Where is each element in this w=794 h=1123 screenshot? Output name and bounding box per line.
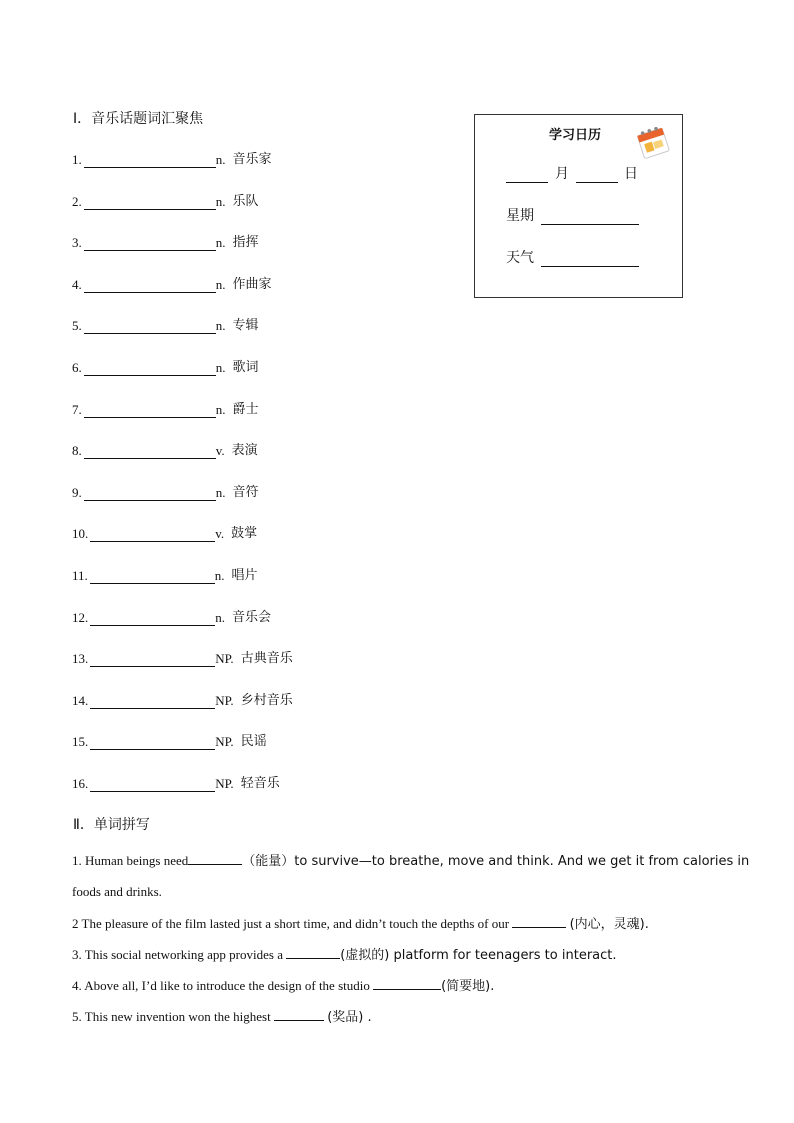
vocab-item [72,190,259,210]
vocab-number: 10. [72,526,89,542]
vocab-meaning: 唱片 [231,568,258,583]
vocab-number: 15. [72,734,89,750]
vocab-item [72,647,293,667]
vocab-item [72,522,257,542]
month-label: 月 [555,166,569,182]
vocab-number: 16. [72,776,89,791]
vocab-item [72,481,259,501]
vocab-number: 12. [72,609,89,625]
sentence-4-blank[interactable] [373,977,441,990]
vocab-answer-blank[interactable] [84,236,216,251]
vocab-item [72,689,293,709]
vocab-item [72,398,259,418]
vocab-number: 11. [72,568,88,583]
vocab-item [72,273,272,293]
vocab-number: 14. [72,692,89,708]
vocab-number: 2. [72,193,82,209]
sentence-3: 3. This social networking app provides a (虚拟的) platform for teenagers to interact. [72,947,617,963]
vocab-meaning: 指挥 [232,235,259,251]
calendar-title: 学习日历 [549,128,602,143]
vocab-meaning: 音符 [232,484,259,500]
vocab-part-of-speech: n. [215,193,226,209]
vocab-answer-blank[interactable] [90,735,215,750]
vocab-item [72,148,272,168]
vocab-answer-blank[interactable] [90,694,215,709]
sentence-4: 4. Above all, I’d like to introduce the design of the studio (简要地). [72,978,495,994]
vocab-item [72,356,259,376]
vocab-meaning: 专辑 [232,318,259,334]
vocab-meaning: 乐队 [232,193,259,209]
vocab-item [72,564,258,584]
vocab-number: 9. [72,484,82,500]
vocab-item [72,606,271,626]
vocab-meaning: 音乐家 [232,152,272,167]
study-calendar [474,114,683,298]
vocab-answer-blank[interactable] [84,361,216,376]
sentence-1-blank[interactable] [188,852,242,865]
weather-label: 天气 [506,250,534,266]
weekday-blank[interactable] [541,210,639,225]
vocab-item [72,772,280,792]
vocab-meaning: 民谣 [240,734,267,750]
vocab-part-of-speech: n. [215,484,226,500]
vocab-number: 13. [72,651,89,667]
vocab-part-of-speech: n. [215,609,225,625]
weekday-label: 星期 [506,208,534,224]
vocab-answer-blank[interactable] [84,319,216,334]
vocab-number: 3. [72,235,82,251]
weather-blank[interactable] [541,252,639,267]
sentence-5-blank[interactable] [274,1008,324,1021]
vocab-part-of-speech: v. [215,526,225,542]
vocab-part-of-speech: NP. [215,776,234,791]
vocab-answer-blank[interactable] [90,611,215,626]
month-blank[interactable] [506,168,548,183]
vocab-item [72,730,267,750]
vocab-part-of-speech: NP. [215,651,234,667]
vocab-part-of-speech: n. [215,401,226,417]
vocab-part-of-speech: n. [215,276,226,292]
day-blank[interactable] [576,168,618,183]
vocab-part-of-speech: n. [215,235,226,251]
sentence-5: 5. This new invention won the highest (奖品) . [72,1009,372,1025]
vocab-answer-blank[interactable] [90,527,215,542]
vocab-number: 4. [72,276,82,292]
calendar-date-line [506,163,638,183]
vocab-answer-blank[interactable] [84,195,216,210]
section1-title: Ⅰ．音乐话题词汇聚焦 [73,111,204,127]
vocab-part-of-speech: n. [215,318,226,334]
vocab-number: 5. [72,318,82,334]
vocab-meaning: 古典音乐 [240,651,293,667]
vocab-part-of-speech: n. [214,568,225,583]
vocab-meaning: 作曲家 [232,276,272,292]
vocab-answer-blank[interactable] [84,486,216,501]
vocab-part-of-speech: v. [215,443,225,459]
vocab-meaning: 音乐会 [232,609,272,625]
vocab-answer-blank[interactable] [84,444,216,459]
sentence-2: 2 The pleasure of the film lasted just a short time, and didn’t touch the depths of our (内心，灵魂). [72,916,649,932]
vocab-meaning: 鼓掌 [231,526,258,542]
vocab-answer-blank[interactable] [84,153,216,168]
vocab-meaning: 表演 [231,443,258,459]
vocab-meaning: 轻音乐 [240,776,280,791]
calendar-icon [633,121,675,163]
sentence-3-blank[interactable] [286,946,340,959]
vocab-item [72,439,258,459]
sentence-1-line-2: foods and drinks. [72,884,162,899]
section2-title: Ⅱ．单词拼写 [73,817,150,833]
sentence-1-line-1: 1. Human beings need （能量）to survive—to breathe, move and think. And we get it from calories in [72,853,750,869]
vocab-item [72,314,259,334]
vocab-answer-blank[interactable] [84,403,216,418]
vocab-answer-blank[interactable] [90,652,215,667]
vocab-meaning: 乡村音乐 [240,692,293,708]
vocab-answer-blank[interactable] [90,777,215,792]
vocab-meaning: 歌词 [232,360,259,375]
sentence-2-blank[interactable] [512,915,566,928]
vocab-part-of-speech: NP. [215,734,234,750]
vocab-part-of-speech: NP. [215,692,234,708]
calendar-weekday-line [506,205,639,225]
calendar-weather-line [506,247,639,267]
vocab-part-of-speech: n. [215,152,226,167]
vocab-part-of-speech: n. [215,360,226,375]
vocab-number: 6. [72,360,82,375]
vocab-item [72,231,259,251]
day-label: 日 [624,166,638,182]
vocab-meaning: 爵士 [232,401,259,417]
vocab-answer-blank[interactable] [90,569,215,584]
vocab-number: 7. [72,401,82,417]
vocab-answer-blank[interactable] [84,278,216,293]
vocab-number: 8. [72,443,82,459]
vocab-number: 1. [72,152,82,167]
